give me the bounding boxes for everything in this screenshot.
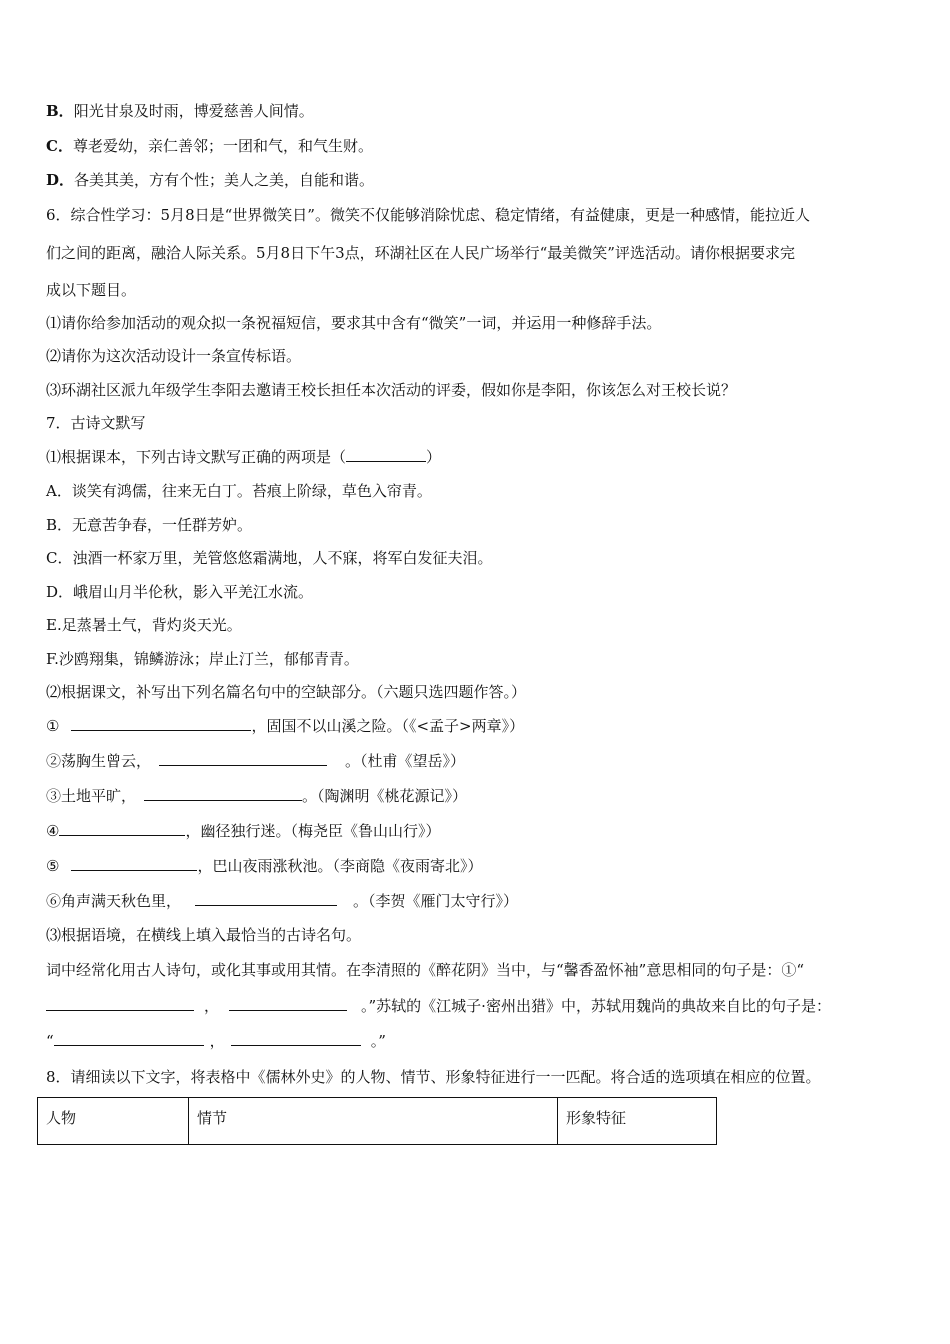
q7-context-line3	[46, 1030, 386, 1051]
fill-item-3	[46, 785, 467, 806]
answer-blank[interactable]	[144, 785, 302, 801]
context-comma: ，	[209, 1032, 225, 1050]
q6-sub1: ⑴请你给参加活动的观众拟一条祝福短信，要求其中含有“微笑”一词，并运用一种修辞手法。	[46, 314, 662, 332]
answer-blank[interactable]	[46, 995, 194, 1011]
item-mark: ②	[46, 752, 62, 770]
q6-stem-line2: 们之间的距离，融洽人际关系。5月8日下午3点，环湖社区在人民广场举行“最美微笑”评选活动。请你根据要求完	[46, 244, 795, 262]
q7-option-e: E.足蒸暑土气，背灼炎天光。	[46, 616, 242, 634]
q7-option-f: F.沙鸥翔集，锦鳞游泳；岸止汀兰，郁郁青青。	[46, 650, 359, 668]
q7-title-text: 古诗文默写	[70, 414, 146, 432]
fill-item-5	[46, 855, 482, 876]
answer-blank[interactable]	[54, 1030, 204, 1046]
q7-context-line2	[46, 995, 831, 1016]
answer-blank[interactable]	[159, 750, 327, 766]
header-plot: 情节	[189, 1098, 558, 1145]
item-after: ，幽径独行迷。（梅尧臣《鲁山山行》）	[185, 822, 441, 840]
q7-title	[46, 413, 146, 433]
item-after: 。（杜甫《望岳》）	[345, 752, 466, 770]
context-text: 。”苏轼的《江城子·密州出猎》中，苏轼用魏尚的典故来自比的句子是：	[361, 997, 831, 1015]
q7-sub1	[46, 446, 441, 467]
fill-item-1	[46, 715, 524, 736]
q6-sub2: ⑵请你为这次活动设计一条宣传标语。	[46, 347, 302, 365]
q8-text: 请细读以下文字，将表格中《儒林外史》的人物、情节、形象特征进行一一匹配。将合适的选项填在相应的位置。	[70, 1068, 821, 1086]
item-before: 荡胸生曾云，	[61, 752, 152, 770]
q6-stem-line3: 成以下题目。	[46, 281, 137, 299]
q7-sub1-close: ）	[426, 448, 442, 466]
answer-blank[interactable]	[59, 820, 185, 836]
fill-item-2	[46, 750, 465, 771]
fill-item-6	[46, 890, 518, 911]
option-text: 各美其美，方有个性；美人之美，自能和谐。	[74, 171, 375, 189]
item-after: ，巴山夜雨涨秋池。（李商隐《夜雨寄北》）	[197, 857, 483, 875]
q5-option-d	[46, 170, 374, 190]
open-quote: “	[46, 1032, 54, 1050]
question-number: 8．	[46, 1068, 71, 1086]
item-after: ，固国不以山溪之险。（《<孟子>两章》）	[251, 717, 525, 735]
option-text: 尊老爱幼，亲仁善邻；一团和气，和气生财。	[72, 137, 373, 155]
question-number: 7．	[46, 414, 71, 432]
answer-blank[interactable]	[346, 446, 426, 462]
item-mark: ①	[46, 717, 60, 735]
header-person: 人物	[38, 1098, 189, 1145]
table-header-row	[38, 1098, 717, 1145]
item-before: 角声满天秋色里，	[61, 892, 182, 910]
answer-blank[interactable]	[229, 995, 347, 1011]
q7-sub3: ⑶根据语境，在横线上填入最恰当的古诗名句。	[46, 926, 362, 944]
q7-context-line1: 词中经常化用古人诗句，或化其事或用其情。在李清照的《醉花阴》当中，与“馨香盈怀袖”意思相同的句子是：①“	[46, 961, 805, 979]
close-quote: 。”	[370, 1032, 386, 1050]
matching-table	[37, 1097, 717, 1145]
option-key: B．	[46, 102, 74, 120]
q6-text: 综合性学习：5月8日是“世界微笑日”。微笑不仅能够消除忧虑、稳定情绪，有益健康，更是一种感情，能拉近人	[70, 206, 810, 224]
q5-option-c	[46, 136, 373, 156]
option-key: D．	[46, 171, 75, 189]
fill-item-4	[46, 820, 440, 841]
q6-sub3: ⑶环湖社区派九年级学生李阳去邀请王校长担任本次活动的评委，假如你是李阳，你该怎么对王校长说？	[46, 381, 737, 399]
q7-sub1-text: ⑴根据课本，下列古诗文默写正确的两项是（	[46, 448, 347, 466]
item-mark: ⑤	[46, 857, 60, 875]
q7-sub2: ⑵根据课文，补写出下列名篇名句中的空缺部分。（六题只选四题作答。）	[46, 683, 527, 701]
q8-stem	[46, 1067, 821, 1087]
item-after: 。（陶渊明《桃花源记》）	[302, 787, 468, 805]
header-traits: 形象特征	[558, 1098, 717, 1145]
item-after: 。（李贺《雁门太守行》）	[353, 892, 519, 910]
answer-blank[interactable]	[71, 855, 197, 871]
q7-option-c: C．浊酒一杯家万里，羌管悠悠霜满地，人不寐，将军白发征夫泪。	[46, 549, 493, 567]
answer-blank[interactable]	[195, 890, 337, 906]
q6-stem-line1	[46, 205, 810, 225]
item-before: 土地平旷，	[61, 787, 137, 805]
q5-option-b	[46, 101, 314, 121]
option-text: 阳光甘泉及时雨，博爱慈善人间情。	[73, 102, 314, 120]
q7-option-d: D．峨眉山月半伦秋，影入平羌江水流。	[46, 583, 314, 601]
answer-blank[interactable]	[231, 1030, 361, 1046]
item-mark: ⑥	[46, 892, 62, 910]
item-mark: ④	[46, 822, 60, 840]
question-number: 6．	[46, 206, 71, 224]
option-key: C．	[46, 137, 73, 155]
item-mark: ③	[46, 787, 62, 805]
q7-option-b: B．无意苦争春，一任群芳妒。	[46, 516, 253, 534]
answer-blank[interactable]	[71, 715, 251, 731]
q7-option-a: A．谈笑有鸿儒，往来无白丁。苔痕上阶绿，草色入帘青。	[46, 482, 432, 500]
context-comma: ，	[204, 997, 220, 1015]
